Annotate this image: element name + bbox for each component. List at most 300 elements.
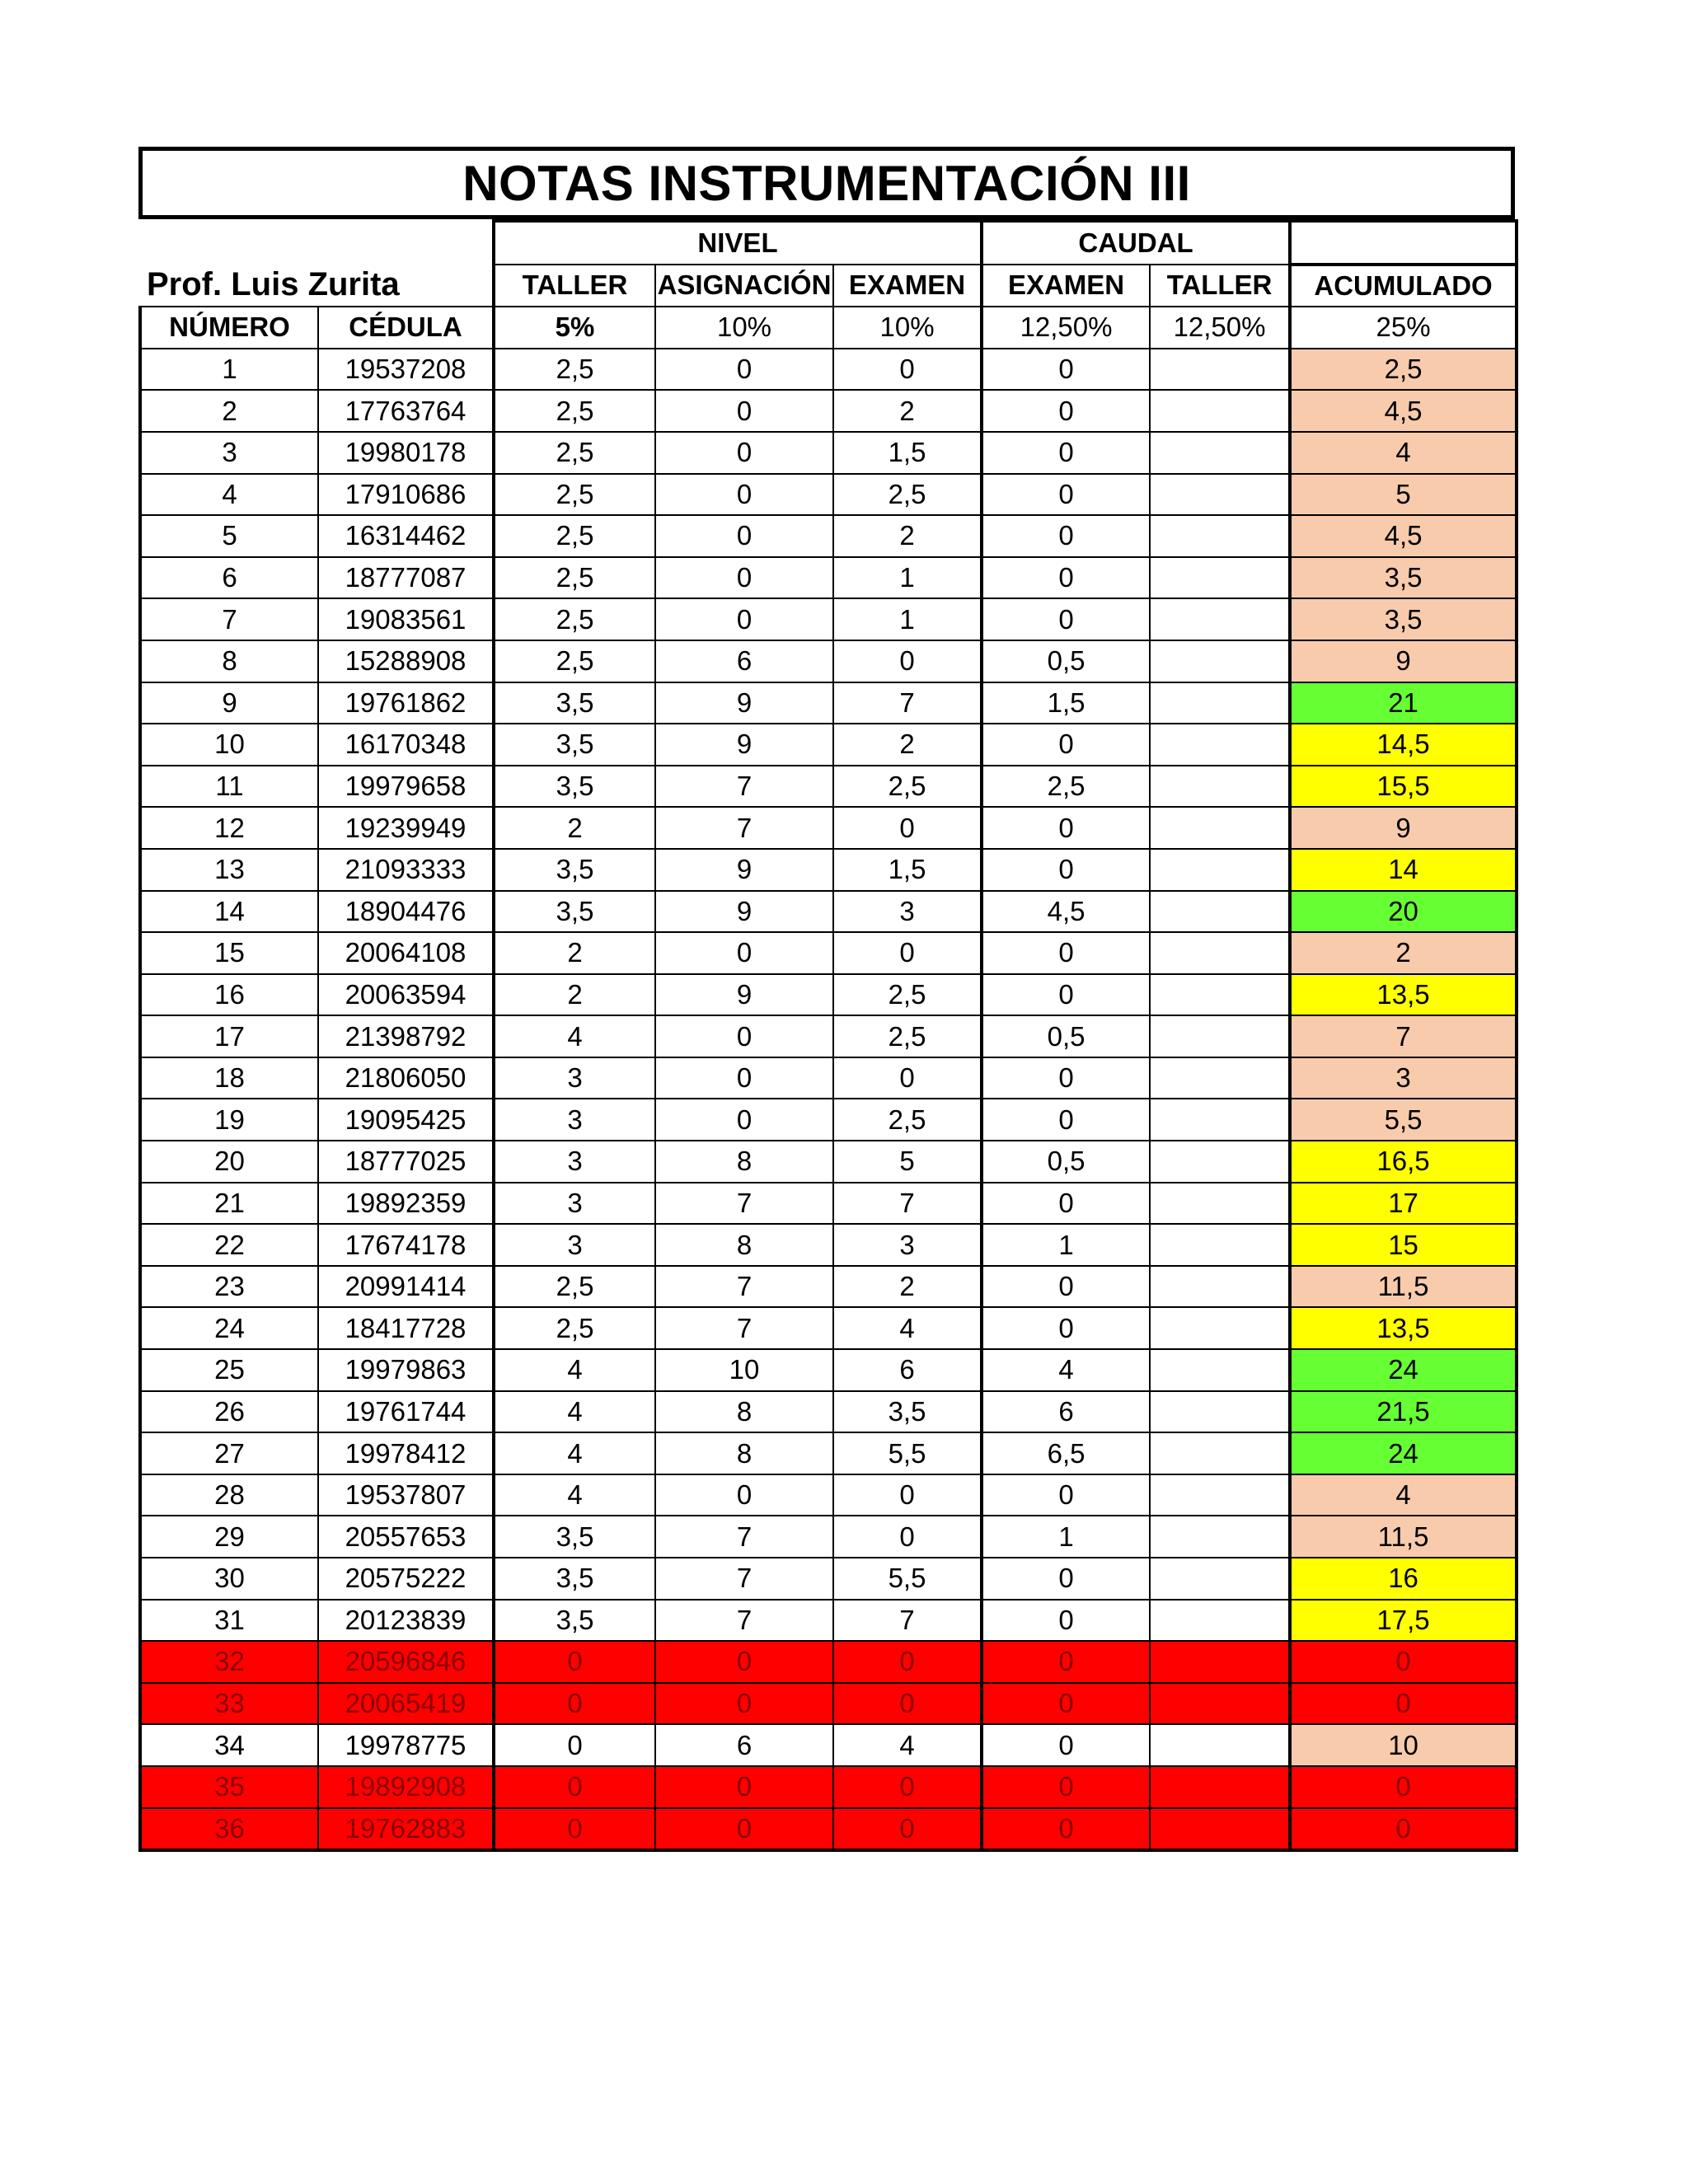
cell-caudal-taller <box>1150 1432 1290 1474</box>
table-row <box>140 1724 1517 1766</box>
cell-acumulado: 0 <box>1290 1766 1517 1808</box>
cell-acumulado: 14,5 <box>1290 724 1517 766</box>
table-row <box>140 640 1517 682</box>
cell-nivel-asignacion: 6 <box>655 1724 833 1766</box>
cell-nivel-taller: 4 <box>494 1391 655 1433</box>
cell-caudal-taller <box>1150 1099 1290 1141</box>
cell-nivel-taller: 2 <box>494 974 655 1016</box>
cell-nivel-examen: 0 <box>833 1766 982 1808</box>
cell-nivel-taller: 2,5 <box>494 515 655 557</box>
cell-cedula: 19980178 <box>318 432 494 474</box>
cell-numero: 10 <box>140 724 318 766</box>
cell-caudal-taller <box>1150 932 1290 974</box>
cell-caudal-taller <box>1150 640 1290 682</box>
cell-cedula: 20557653 <box>318 1516 494 1558</box>
cell-acumulado: 11,5 <box>1290 1516 1517 1558</box>
weight-acumulado: 25% <box>1290 307 1517 349</box>
cell-numero: 3 <box>140 432 318 474</box>
cell-caudal-examen: 0 <box>982 849 1150 891</box>
table-row <box>140 557 1517 599</box>
cell-caudal-taller <box>1150 682 1290 724</box>
cell-nivel-examen: 4 <box>833 1307 982 1349</box>
cell-nivel-asignacion: 0 <box>655 1099 833 1141</box>
cell-nivel-taller: 3,5 <box>494 891 655 933</box>
table-row <box>140 1600 1517 1642</box>
cell-caudal-examen: 0 <box>982 974 1150 1016</box>
cell-numero: 24 <box>140 1307 318 1349</box>
cell-nivel-asignacion: 7 <box>655 1307 833 1349</box>
table-row <box>140 807 1517 849</box>
cell-caudal-taller <box>1150 766 1290 808</box>
header-acumulado: ACUMULADO <box>1290 265 1517 307</box>
cell-acumulado: 0 <box>1290 1641 1517 1683</box>
cell-cedula: 20064108 <box>318 932 494 974</box>
cell-nivel-asignacion: 0 <box>655 1057 833 1099</box>
table-row <box>140 1349 1517 1391</box>
table-row <box>140 1307 1517 1349</box>
weights-row <box>140 307 1517 349</box>
cell-numero: 19 <box>140 1099 318 1141</box>
cell-nivel-examen: 1,5 <box>833 432 982 474</box>
cell-nivel-asignacion: 9 <box>655 849 833 891</box>
cell-nivel-examen: 5,5 <box>833 1432 982 1474</box>
cell-caudal-taller <box>1150 1015 1290 1057</box>
cell-nivel-examen: 0 <box>833 807 982 849</box>
cell-cedula: 17674178 <box>318 1224 494 1266</box>
cell-nivel-examen: 0 <box>833 1474 982 1516</box>
cell-cedula: 19761862 <box>318 682 494 724</box>
cell-acumulado: 7 <box>1290 1015 1517 1057</box>
table-row <box>140 390 1517 432</box>
cell-cedula: 20065419 <box>318 1683 494 1725</box>
cell-nivel-examen: 7 <box>833 1183 982 1225</box>
cell-caudal-taller <box>1150 349 1290 391</box>
cell-numero: 5 <box>140 515 318 557</box>
cell-numero: 28 <box>140 1474 318 1516</box>
header-caudal-taller: TALLER <box>1150 265 1290 307</box>
cell-caudal-examen: 0 <box>982 1099 1150 1141</box>
cell-nivel-taller: 2,5 <box>494 557 655 599</box>
cell-nivel-asignacion: 8 <box>655 1432 833 1474</box>
group-header-row <box>140 221 1517 265</box>
cell-numero: 25 <box>140 1349 318 1391</box>
cell-numero: 15 <box>140 932 318 974</box>
cell-nivel-examen: 2,5 <box>833 1099 982 1141</box>
cell-caudal-taller <box>1150 974 1290 1016</box>
cell-nivel-examen: 2,5 <box>833 474 982 516</box>
cell-numero: 36 <box>140 1808 318 1851</box>
cell-acumulado: 20 <box>1290 891 1517 933</box>
cell-nivel-examen: 0 <box>833 1641 982 1683</box>
cell-nivel-asignacion: 7 <box>655 1558 833 1600</box>
cell-nivel-taller: 2,5 <box>494 640 655 682</box>
table-row <box>140 1015 1517 1057</box>
cell-nivel-taller: 0 <box>494 1808 655 1851</box>
cell-nivel-taller: 3 <box>494 1224 655 1266</box>
cell-nivel-examen: 2,5 <box>833 1015 982 1057</box>
cell-caudal-examen: 0,5 <box>982 640 1150 682</box>
cell-caudal-taller <box>1150 1224 1290 1266</box>
cell-nivel-taller: 3 <box>494 1141 655 1183</box>
cell-nivel-examen: 0 <box>833 1057 982 1099</box>
cell-caudal-taller <box>1150 390 1290 432</box>
cell-caudal-examen: 1 <box>982 1224 1150 1266</box>
cell-cedula: 19979658 <box>318 766 494 808</box>
cell-nivel-asignacion: 10 <box>655 1349 833 1391</box>
cell-acumulado: 17 <box>1290 1183 1517 1225</box>
cell-nivel-examen: 2,5 <box>833 974 982 1016</box>
cell-caudal-taller <box>1150 849 1290 891</box>
cell-caudal-taller <box>1150 1391 1290 1433</box>
cell-nivel-asignacion: 0 <box>655 598 833 640</box>
cell-acumulado: 4 <box>1290 432 1517 474</box>
table-row <box>140 349 1517 391</box>
cell-nivel-examen: 2,5 <box>833 766 982 808</box>
cell-nivel-examen: 0 <box>833 1808 982 1851</box>
cell-nivel-asignacion: 0 <box>655 1766 833 1808</box>
cell-nivel-taller: 3,5 <box>494 1600 655 1642</box>
weight-caudal-taller: 12,50% <box>1150 307 1290 349</box>
cell-cedula: 19083561 <box>318 598 494 640</box>
cell-nivel-examen: 0 <box>833 1516 982 1558</box>
cell-acumulado: 2,5 <box>1290 349 1517 391</box>
cell-caudal-examen: 0 <box>982 557 1150 599</box>
cell-nivel-examen: 0 <box>833 932 982 974</box>
cell-nivel-examen: 1 <box>833 598 982 640</box>
cell-caudal-taller <box>1150 891 1290 933</box>
cell-caudal-taller <box>1150 1516 1290 1558</box>
cell-numero: 18 <box>140 1057 318 1099</box>
professor-name: Prof. Luis Zurita <box>147 266 400 303</box>
cell-caudal-taller <box>1150 1724 1290 1766</box>
cell-caudal-taller <box>1150 1766 1290 1808</box>
table-row <box>140 1683 1517 1725</box>
cell-acumulado: 9 <box>1290 640 1517 682</box>
cell-nivel-asignacion: 0 <box>655 1015 833 1057</box>
table-row <box>140 1766 1517 1808</box>
cell-cedula: 19537208 <box>318 349 494 391</box>
grades-table <box>138 219 1518 1852</box>
table-row <box>140 1224 1517 1266</box>
cell-nivel-taller: 3 <box>494 1183 655 1225</box>
cell-numero: 16 <box>140 974 318 1016</box>
cell-caudal-examen: 2,5 <box>982 766 1150 808</box>
cell-numero: 22 <box>140 1224 318 1266</box>
table-row <box>140 974 1517 1016</box>
table-row <box>140 598 1517 640</box>
cell-caudal-examen: 0 <box>982 1183 1150 1225</box>
cell-nivel-asignacion: 8 <box>655 1391 833 1433</box>
cell-nivel-asignacion: 0 <box>655 390 833 432</box>
cell-acumulado: 24 <box>1290 1432 1517 1474</box>
cell-numero: 17 <box>140 1015 318 1057</box>
cell-caudal-taller <box>1150 1266 1290 1308</box>
table-row <box>140 1266 1517 1308</box>
cell-cedula: 19762883 <box>318 1808 494 1851</box>
header-nivel-taller: TALLER <box>494 265 655 307</box>
cell-nivel-asignacion: 0 <box>655 432 833 474</box>
cell-nivel-asignacion: 7 <box>655 807 833 849</box>
cell-caudal-examen: 0 <box>982 390 1150 432</box>
cell-nivel-taller: 3,5 <box>494 1516 655 1558</box>
cell-nivel-examen: 7 <box>833 682 982 724</box>
cell-numero: 35 <box>140 1766 318 1808</box>
weight-nivel-examen: 10% <box>833 307 982 349</box>
cell-nivel-asignacion: 8 <box>655 1141 833 1183</box>
cell-acumulado: 15 <box>1290 1224 1517 1266</box>
table-row <box>140 1057 1517 1099</box>
cell-nivel-asignacion: 7 <box>655 1600 833 1642</box>
cell-numero: 8 <box>140 640 318 682</box>
cell-caudal-taller <box>1150 1057 1290 1099</box>
cell-cedula: 19239949 <box>318 807 494 849</box>
cell-acumulado: 0 <box>1290 1683 1517 1725</box>
cell-caudal-examen: 0 <box>982 1766 1150 1808</box>
cell-caudal-taller <box>1150 1808 1290 1851</box>
cell-numero: 1 <box>140 349 318 391</box>
cell-nivel-examen: 1 <box>833 557 982 599</box>
cell-nivel-taller: 0 <box>494 1683 655 1725</box>
cell-numero: 6 <box>140 557 318 599</box>
cell-acumulado: 11,5 <box>1290 1266 1517 1308</box>
cell-cedula: 19892908 <box>318 1766 494 1808</box>
cell-acumulado: 16,5 <box>1290 1141 1517 1183</box>
table-row <box>140 849 1517 891</box>
cell-caudal-examen: 4 <box>982 1349 1150 1391</box>
cell-numero: 14 <box>140 891 318 933</box>
cell-numero: 7 <box>140 598 318 640</box>
cell-cedula: 16170348 <box>318 724 494 766</box>
cell-cedula: 19978412 <box>318 1432 494 1474</box>
cell-numero: 26 <box>140 1391 318 1433</box>
cell-acumulado: 0 <box>1290 1808 1517 1851</box>
cell-numero: 20 <box>140 1141 318 1183</box>
cell-nivel-examen: 0 <box>833 640 982 682</box>
table-row <box>140 1558 1517 1600</box>
cell-caudal-examen: 0 <box>982 1808 1150 1851</box>
cell-caudal-examen: 0 <box>982 1724 1150 1766</box>
table-row <box>140 515 1517 557</box>
cell-cedula: 15288908 <box>318 640 494 682</box>
cell-nivel-examen: 0 <box>833 349 982 391</box>
cell-caudal-taller <box>1150 1641 1290 1683</box>
cell-acumulado: 3,5 <box>1290 557 1517 599</box>
cell-caudal-taller <box>1150 1558 1290 1600</box>
cell-caudal-examen: 0 <box>982 515 1150 557</box>
cell-acumulado: 17,5 <box>1290 1600 1517 1642</box>
table-row <box>140 891 1517 933</box>
cell-nivel-asignacion: 7 <box>655 1516 833 1558</box>
cell-nivel-taller: 3,5 <box>494 849 655 891</box>
cell-numero: 33 <box>140 1683 318 1725</box>
cell-nivel-taller: 4 <box>494 1432 655 1474</box>
cell-acumulado: 14 <box>1290 849 1517 891</box>
cell-caudal-examen: 0,5 <box>982 1015 1150 1057</box>
cell-nivel-taller: 3 <box>494 1057 655 1099</box>
cell-caudal-examen: 0 <box>982 807 1150 849</box>
cell-nivel-asignacion: 6 <box>655 640 833 682</box>
cell-acumulado: 4,5 <box>1290 515 1517 557</box>
cell-caudal-examen: 0 <box>982 1266 1150 1308</box>
cell-caudal-taller <box>1150 432 1290 474</box>
cell-caudal-examen: 0 <box>982 1683 1150 1725</box>
cell-acumulado: 24 <box>1290 1349 1517 1391</box>
cell-nivel-taller: 2,5 <box>494 1266 655 1308</box>
table-row <box>140 1432 1517 1474</box>
cell-caudal-examen: 0 <box>982 1474 1150 1516</box>
cell-nivel-taller: 0 <box>494 1724 655 1766</box>
cell-caudal-examen: 6 <box>982 1391 1150 1433</box>
cell-acumulado: 4 <box>1290 1474 1517 1516</box>
cell-cedula: 18904476 <box>318 891 494 933</box>
cell-cedula: 16314462 <box>318 515 494 557</box>
cell-acumulado: 15,5 <box>1290 766 1517 808</box>
cell-nivel-taller: 2,5 <box>494 1307 655 1349</box>
cell-caudal-taller <box>1150 1307 1290 1349</box>
cell-nivel-asignacion: 0 <box>655 1808 833 1851</box>
cell-caudal-examen: 0 <box>982 1600 1150 1642</box>
cell-nivel-examen: 7 <box>833 1600 982 1642</box>
cell-nivel-examen: 3 <box>833 891 982 933</box>
header-caudal-examen: EXAMEN <box>982 265 1150 307</box>
cell-nivel-taller: 3 <box>494 1099 655 1141</box>
table-row <box>140 766 1517 808</box>
cell-cedula: 20123839 <box>318 1600 494 1642</box>
cell-nivel-asignacion: 0 <box>655 932 833 974</box>
cell-cedula: 21398792 <box>318 1015 494 1057</box>
cell-cedula: 20063594 <box>318 974 494 1016</box>
cell-caudal-taller <box>1150 598 1290 640</box>
weight-nivel-asignacion: 10% <box>655 307 833 349</box>
table-row <box>140 432 1517 474</box>
cell-numero: 12 <box>140 807 318 849</box>
cell-acumulado: 5,5 <box>1290 1099 1517 1141</box>
table-row <box>140 1641 1517 1683</box>
cell-nivel-taller: 0 <box>494 1766 655 1808</box>
cell-caudal-examen: 6,5 <box>982 1432 1150 1474</box>
cell-numero: 21 <box>140 1183 318 1225</box>
table-row <box>140 1808 1517 1851</box>
cell-caudal-examen: 0 <box>982 1641 1150 1683</box>
cell-caudal-taller <box>1150 515 1290 557</box>
cell-caudal-examen: 0 <box>982 474 1150 516</box>
cell-nivel-taller: 0 <box>494 1641 655 1683</box>
cell-caudal-examen: 1 <box>982 1516 1150 1558</box>
cell-nivel-asignacion: 9 <box>655 724 833 766</box>
cell-nivel-taller: 4 <box>494 1015 655 1057</box>
cell-nivel-asignacion: 9 <box>655 974 833 1016</box>
weight-caudal-examen: 12,50% <box>982 307 1150 349</box>
cell-cedula: 19978775 <box>318 1724 494 1766</box>
cell-nivel-asignacion: 0 <box>655 557 833 599</box>
table-row <box>140 1516 1517 1558</box>
cell-caudal-examen: 0 <box>982 1057 1150 1099</box>
cell-cedula: 18417728 <box>318 1307 494 1349</box>
cell-cedula: 17763764 <box>318 390 494 432</box>
header-numero: NÚMERO <box>140 307 318 349</box>
cell-nivel-examen: 1,5 <box>833 849 982 891</box>
cell-acumulado: 21,5 <box>1290 1391 1517 1433</box>
cell-nivel-examen: 4 <box>833 1724 982 1766</box>
cell-numero: 4 <box>140 474 318 516</box>
cell-nivel-taller: 3,5 <box>494 724 655 766</box>
cell-cedula: 20575222 <box>318 1558 494 1600</box>
cell-caudal-examen: 0 <box>982 1558 1150 1600</box>
cell-numero: 29 <box>140 1516 318 1558</box>
cell-caudal-examen: 0 <box>982 1307 1150 1349</box>
cell-numero: 2 <box>140 390 318 432</box>
cell-caudal-examen: 0,5 <box>982 1141 1150 1183</box>
cell-nivel-asignacion: 9 <box>655 891 833 933</box>
cell-caudal-examen: 0 <box>982 598 1150 640</box>
cell-nivel-examen: 3 <box>833 1224 982 1266</box>
table-row <box>140 724 1517 766</box>
cell-nivel-asignacion: 0 <box>655 515 833 557</box>
cell-nivel-examen: 2 <box>833 1266 982 1308</box>
cell-caudal-examen: 0 <box>982 932 1150 974</box>
cell-numero: 32 <box>140 1641 318 1683</box>
cell-cedula: 19537807 <box>318 1474 494 1516</box>
cell-nivel-asignacion: 0 <box>655 1474 833 1516</box>
cell-numero: 11 <box>140 766 318 808</box>
cell-cedula: 21806050 <box>318 1057 494 1099</box>
cell-acumulado: 13,5 <box>1290 1307 1517 1349</box>
cell-acumulado: 3 <box>1290 1057 1517 1099</box>
cell-nivel-asignacion: 9 <box>655 682 833 724</box>
cell-nivel-asignacion: 0 <box>655 349 833 391</box>
cell-nivel-examen: 5 <box>833 1141 982 1183</box>
header-nivel-asignacion: ASIGNACIÓN <box>655 265 833 307</box>
cell-cedula: 19892359 <box>318 1183 494 1225</box>
sheet-title: NOTAS INSTRUMENTACIÓN III <box>138 147 1515 219</box>
cell-nivel-asignacion: 0 <box>655 474 833 516</box>
cell-nivel-examen: 3,5 <box>833 1391 982 1433</box>
cell-caudal-taller <box>1150 474 1290 516</box>
cell-nivel-asignacion: 7 <box>655 1266 833 1308</box>
cell-nivel-taller: 4 <box>494 1474 655 1516</box>
cell-nivel-taller: 4 <box>494 1349 655 1391</box>
table-row <box>140 932 1517 974</box>
cell-nivel-examen: 5,5 <box>833 1558 982 1600</box>
cell-nivel-asignacion: 0 <box>655 1683 833 1725</box>
cell-acumulado: 2 <box>1290 932 1517 974</box>
cell-caudal-taller <box>1150 1349 1290 1391</box>
cell-nivel-examen: 6 <box>833 1349 982 1391</box>
cell-nivel-taller: 2,5 <box>494 390 655 432</box>
cell-numero: 34 <box>140 1724 318 1766</box>
cell-acumulado: 5 <box>1290 474 1517 516</box>
cell-nivel-examen: 0 <box>833 1683 982 1725</box>
cell-nivel-taller: 2 <box>494 807 655 849</box>
cell-caudal-taller <box>1150 1474 1290 1516</box>
cell-nivel-taller: 2 <box>494 932 655 974</box>
cell-nivel-examen: 2 <box>833 390 982 432</box>
cell-caudal-taller <box>1150 1141 1290 1183</box>
cell-cedula: 21093333 <box>318 849 494 891</box>
table-row <box>140 474 1517 516</box>
cell-numero: 13 <box>140 849 318 891</box>
cell-nivel-examen: 2 <box>833 515 982 557</box>
cell-numero: 31 <box>140 1600 318 1642</box>
cell-nivel-taller: 2,5 <box>494 349 655 391</box>
sub-header-row <box>140 265 1517 307</box>
cell-nivel-asignacion: 0 <box>655 1641 833 1683</box>
group-nivel: NIVEL <box>494 221 982 265</box>
cell-caudal-taller <box>1150 1183 1290 1225</box>
cell-acumulado: 13,5 <box>1290 974 1517 1016</box>
header-cedula: CÉDULA <box>318 307 494 349</box>
cell-caudal-taller <box>1150 1600 1290 1642</box>
